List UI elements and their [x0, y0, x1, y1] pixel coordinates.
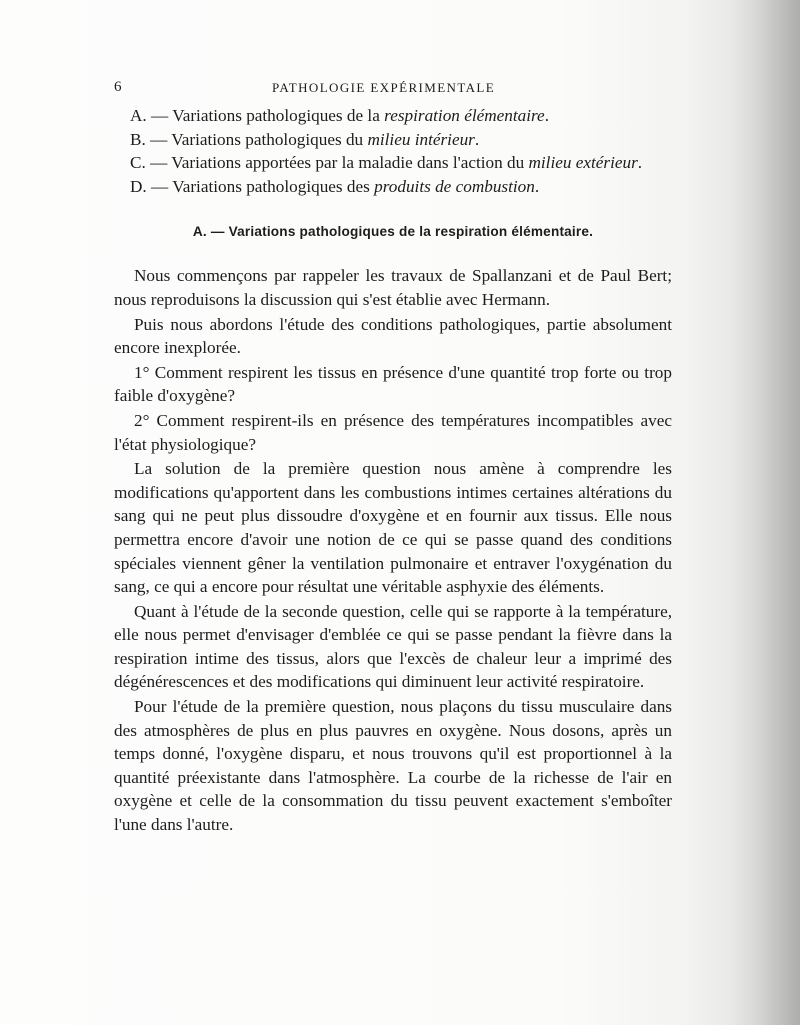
outline-item-b: [114, 128, 672, 152]
outline-end: .: [544, 106, 549, 125]
page-edge-shadow: [730, 0, 800, 1025]
outline-end: .: [534, 176, 540, 196]
outline-letter: A.: [130, 106, 147, 125]
section-heading: A. — Variations pathologiques de la respiration élémentaire.: [192, 224, 594, 240]
outline-separator: —: [145, 153, 172, 173]
outline-text: Variations pathologiques de la: [172, 106, 385, 125]
outline-end: .: [637, 153, 643, 173]
outline-separator: —: [146, 106, 173, 125]
paragraph-7: Pour l'étude de la première question, nous plaçons du tissu musculaire dans des atmosphères de plus en plus pauvres en oxygène. Nous dosons, après un temps donné, l'oxygène disparu, et nous trouvons qu'il est proportionnel à la quantité préexistante dans l'atmosphère. La courbe de la richesse de l'air en oxygène et celle de la consommation du tissu peuvent exactement s'emboîter l'une dans l'autre.: [114, 697, 672, 835]
outline-item-c: [114, 151, 672, 175]
outline-italic: milieu extérieur: [528, 153, 638, 173]
running-head: [114, 79, 694, 99]
outline-text: Variations apportées par la maladie dans l'action du: [171, 153, 529, 173]
outline-italic: produits de combustion: [374, 176, 535, 196]
outline-separator: —: [146, 176, 173, 196]
page-text: [114, 104, 672, 837]
paragraph-6: Quant à l'étude de la seconde question, celle qui se rapporte à la température, elle nous permet d'envisager d'emblée ce qui se passe pendant la fièvre dans la respiration intime des tissus, alors que l'excès de chaleur leur a imprimé des dégénérescences et des modifications qui diminuent leur activité respiratoire.: [114, 601, 672, 692]
outline-item-a: [114, 104, 672, 128]
paragraph-3: 1° Comment respirent les tissus en présence d'une quantité trop forte ou trop faible d'oxygène?: [114, 362, 672, 406]
outline-item-d: [114, 175, 672, 199]
outline-letter: C.: [130, 153, 146, 173]
outline-italic: milieu intérieur: [367, 129, 475, 149]
paragraph-4: 2° Comment respirent-ils en présence des températures incompatibles avec l'état physiologique?: [114, 410, 672, 454]
body-text: [114, 264, 672, 836]
outline-end: .: [474, 129, 480, 149]
outline-text: Variations pathologiques du: [171, 129, 368, 149]
running-head-title: PATHOLOGIE EXPÉRIMENTALE: [272, 80, 496, 95]
paragraph-1: Nous commençons par rappeler les travaux de Spallanzani et de Paul Bert; nous reproduisons la discussion qui s'est établie avec Hermann.: [114, 266, 672, 309]
outline-italic: respiration élémentaire: [384, 106, 545, 125]
outline-list: [114, 104, 672, 198]
paragraph-5: La solution de la première question nous amène à comprendre les modifications qu'apportent dans les combustions intimes certaines altérations du sang qui ne peut plus dissoudre d'oxygène et en fournir aux tissus. Elle nous permettra encore d'avoir une notion de ce qui se passe quand des conditions spéciales viennent gêner la ventilation pulmonaire et entraver l'oxygénation du sang, ce qui a encore pour résultat une véritable asphyxie des éléments.: [114, 459, 672, 597]
paragraph-2: Puis nous abordons l'étude des conditions pathologiques, partie absolument encore inexplorée.: [114, 314, 672, 358]
outline-letter: B.: [130, 129, 146, 149]
outline-text: Variations pathologiques des: [172, 176, 375, 196]
outline-separator: —: [145, 129, 172, 149]
outline-letter: D.: [130, 176, 147, 196]
page-number: 6: [114, 79, 122, 95]
